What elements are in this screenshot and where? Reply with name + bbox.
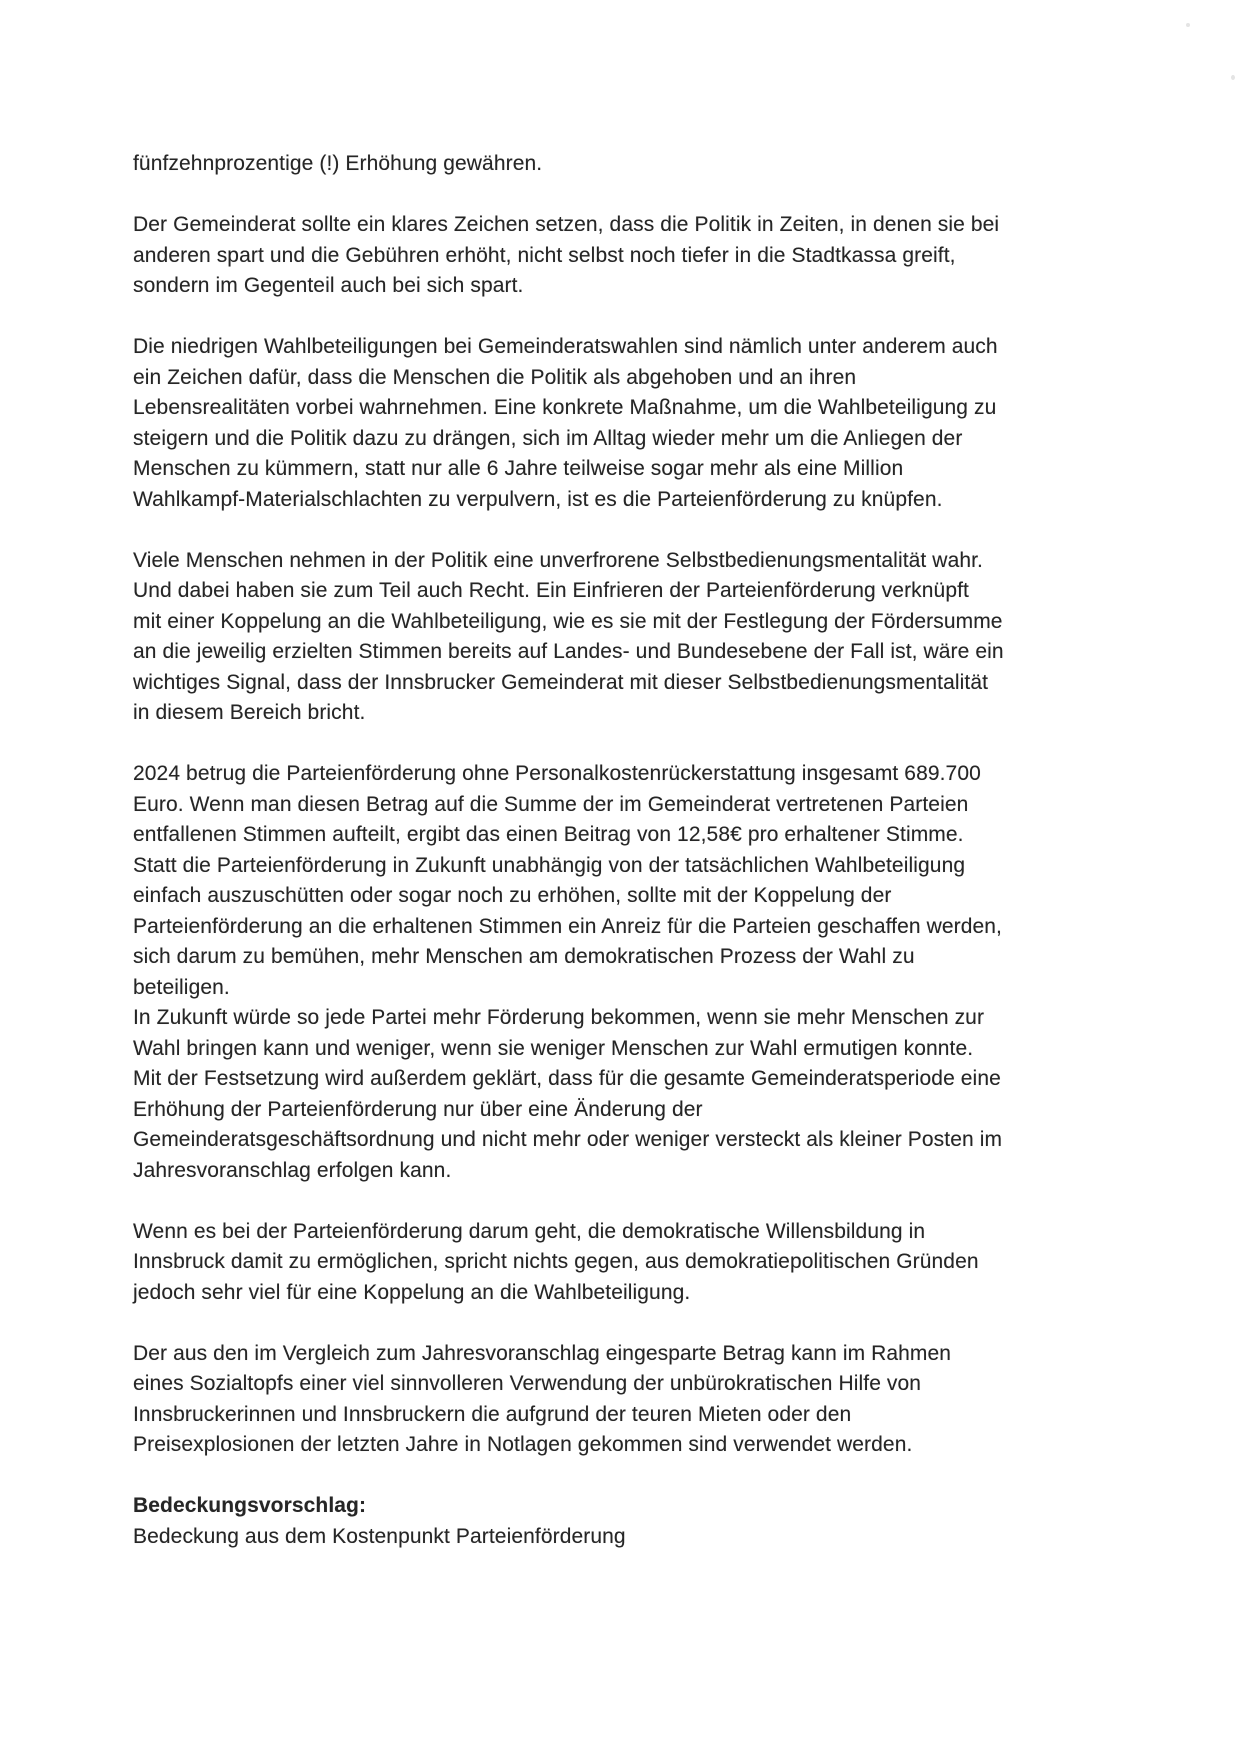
text-line: an die jeweilig erzielten Stimmen bereits auf Landes- und Bundesebene der Fall ist, wäre ein xyxy=(133,640,1004,663)
text-line: Viele Menschen nehmen in der Politik eine unverfrorene Selbstbedienungsmentalität wahr. xyxy=(133,548,983,572)
text-line: Und dabei haben sie zum Teil auch Recht. Ein Einfrieren der Parteienförderung verknüpft xyxy=(133,579,969,602)
paragraph-willensbildung xyxy=(133,1217,1138,1309)
text-line: Mit der Festsetzung wird außerdem geklärt, dass für die gesamte Gemeinderatsperiode eine xyxy=(133,1067,1001,1090)
text-line: Der Gemeinderat sollte ein klares Zeichen setzen, dass die Politik in Zeiten, in denen sie bei xyxy=(133,213,1000,236)
paragraph-gemeinderat-zeichen xyxy=(133,210,1138,302)
text-line: Innsbruckerinnen und Innsbruckern die aufgrund der teuren Mieten oder den xyxy=(133,1402,852,1426)
paragraph-sozialtopf xyxy=(133,1339,1138,1461)
text-line: Erhöhung der Parteienförderung nur über eine Änderung der xyxy=(133,1097,703,1121)
text-line: beteiligen. xyxy=(133,975,230,999)
text-line: sich darum zu bemühen, mehr Menschen am demokratischen Prozess der Wahl zu xyxy=(133,945,915,968)
text-line: Die niedrigen Wahlbeteiligungen bei Gemeinderatswahlen sind nämlich unter anderem auch xyxy=(133,335,998,358)
text-line: einfach auszuschütten oder sogar noch zu erhöhen, sollte mit der Koppelung der xyxy=(133,884,892,907)
text-line: jedoch sehr viel für eine Koppelung an die Wahlbeteiligung. xyxy=(133,1280,691,1304)
text-line: entfallenen Stimmen aufteilt, ergibt das einen Beitrag von 12,58€ pro erhaltener Stimme. xyxy=(133,823,964,846)
text-line: Wahlkampf-Materialschlachten zu verpulvern, ist es die Parteienförderung zu knüpfen. xyxy=(133,487,943,511)
text-line: mit einer Koppelung an die Wahlbeteiligung, wie es sie mit der Festlegung der Fördersumme xyxy=(133,609,1003,633)
text-line: anderen spart und die Gebühren erhöht, nicht selbst noch tiefer in die Stadtkassa greift, xyxy=(133,243,956,267)
text-line: Wenn es bei der Parteienförderung darum geht, die demokratische Willensbildung in xyxy=(133,1219,926,1243)
paragraph-wahlbeteiligung xyxy=(133,332,1138,515)
document-body xyxy=(133,149,1138,1552)
text-line: in diesem Bereich bricht. xyxy=(133,701,366,724)
text-line: 2024 betrug die Parteienförderung ohne Personalkostenrückerstattung insgesamt 689.700 xyxy=(133,762,981,785)
bedeckungsvorschlag-section xyxy=(133,1491,1138,1552)
paragraph-intro-fragment xyxy=(133,149,1138,180)
text-line: Gemeinderatsgeschäftsordnung und nicht mehr oder weniger versteckt als kleiner Posten im xyxy=(133,1128,1003,1151)
text-line: eines Sozialtopfs einer viel sinnvolleren Verwendung der unbürokratischen Hilfe von xyxy=(133,1372,922,1395)
paragraph-selbstbedienungsmentalitaet xyxy=(133,546,1138,729)
text-line: Lebensrealitäten vorbei wahrnehmen. Eine konkrete Maßnahme, um die Wahlbeteiligung zu xyxy=(133,396,997,419)
text-line: wichtiges Signal, dass der Innsbrucker Gemeinderat mit dieser Selbstbedienungsmentalität xyxy=(133,670,989,694)
text-line: sondern im Gegenteil auch bei sich spart. xyxy=(133,274,524,297)
text-line: fünfzehnprozentige (!) Erhöhung gewähren. xyxy=(133,152,543,175)
scan-artifact xyxy=(1231,75,1235,80)
bedeckungsvorschlag-section-heading: Bedeckungsvorschlag: xyxy=(133,1494,367,1517)
text-line: Bedeckung aus dem Kostenpunkt Parteienförderung xyxy=(133,1524,626,1548)
text-line: Menschen zu kümmern, statt nur alle 6 Jahre teilweise sogar mehr als eine Million xyxy=(133,457,904,480)
text-line: Preisexplosionen der letzten Jahre in Notlagen gekommen sind verwendet werden. xyxy=(133,1433,913,1456)
text-line: In Zukunft würde so jede Partei mehr Förderung bekommen, wenn sie mehr Menschen zur xyxy=(133,1006,985,1029)
text-line: ein Zeichen dafür, dass die Menschen die Politik als abgehoben und an ihren xyxy=(133,365,857,389)
text-line: Jahresvoranschlag erfolgen kann. xyxy=(133,1158,452,1182)
scan-artifact xyxy=(1186,23,1190,27)
text-line: Parteienförderung an die erhaltenen Stimmen ein Anreiz für die Parteien geschaffen werden, xyxy=(133,914,1002,938)
text-line: Euro. Wenn man diesen Betrag auf die Summe der im Gemeinderat vertretenen Parteien xyxy=(133,792,969,816)
text-line: steigern und die Politik dazu zu drängen, sich im Alltag wieder mehr um die Anliegen der xyxy=(133,426,963,450)
text-line: Statt die Parteienförderung in Zukunft unabhängig von der tatsächlichen Wahlbeteiligung xyxy=(133,853,966,877)
paragraph-foerderung-2024 xyxy=(133,759,1138,1186)
text-line: Der aus den im Vergleich zum Jahresvoranschlag eingesparte Betrag kann im Rahmen xyxy=(133,1341,952,1365)
text-line: Innsbruck damit zu ermöglichen, spricht nichts gegen, aus demokratiepolitischen Gründen xyxy=(133,1250,979,1273)
text-line: Wahl bringen kann und weniger, wenn sie weniger Menschen zur Wahl ermutigen konnte. xyxy=(133,1036,974,1060)
